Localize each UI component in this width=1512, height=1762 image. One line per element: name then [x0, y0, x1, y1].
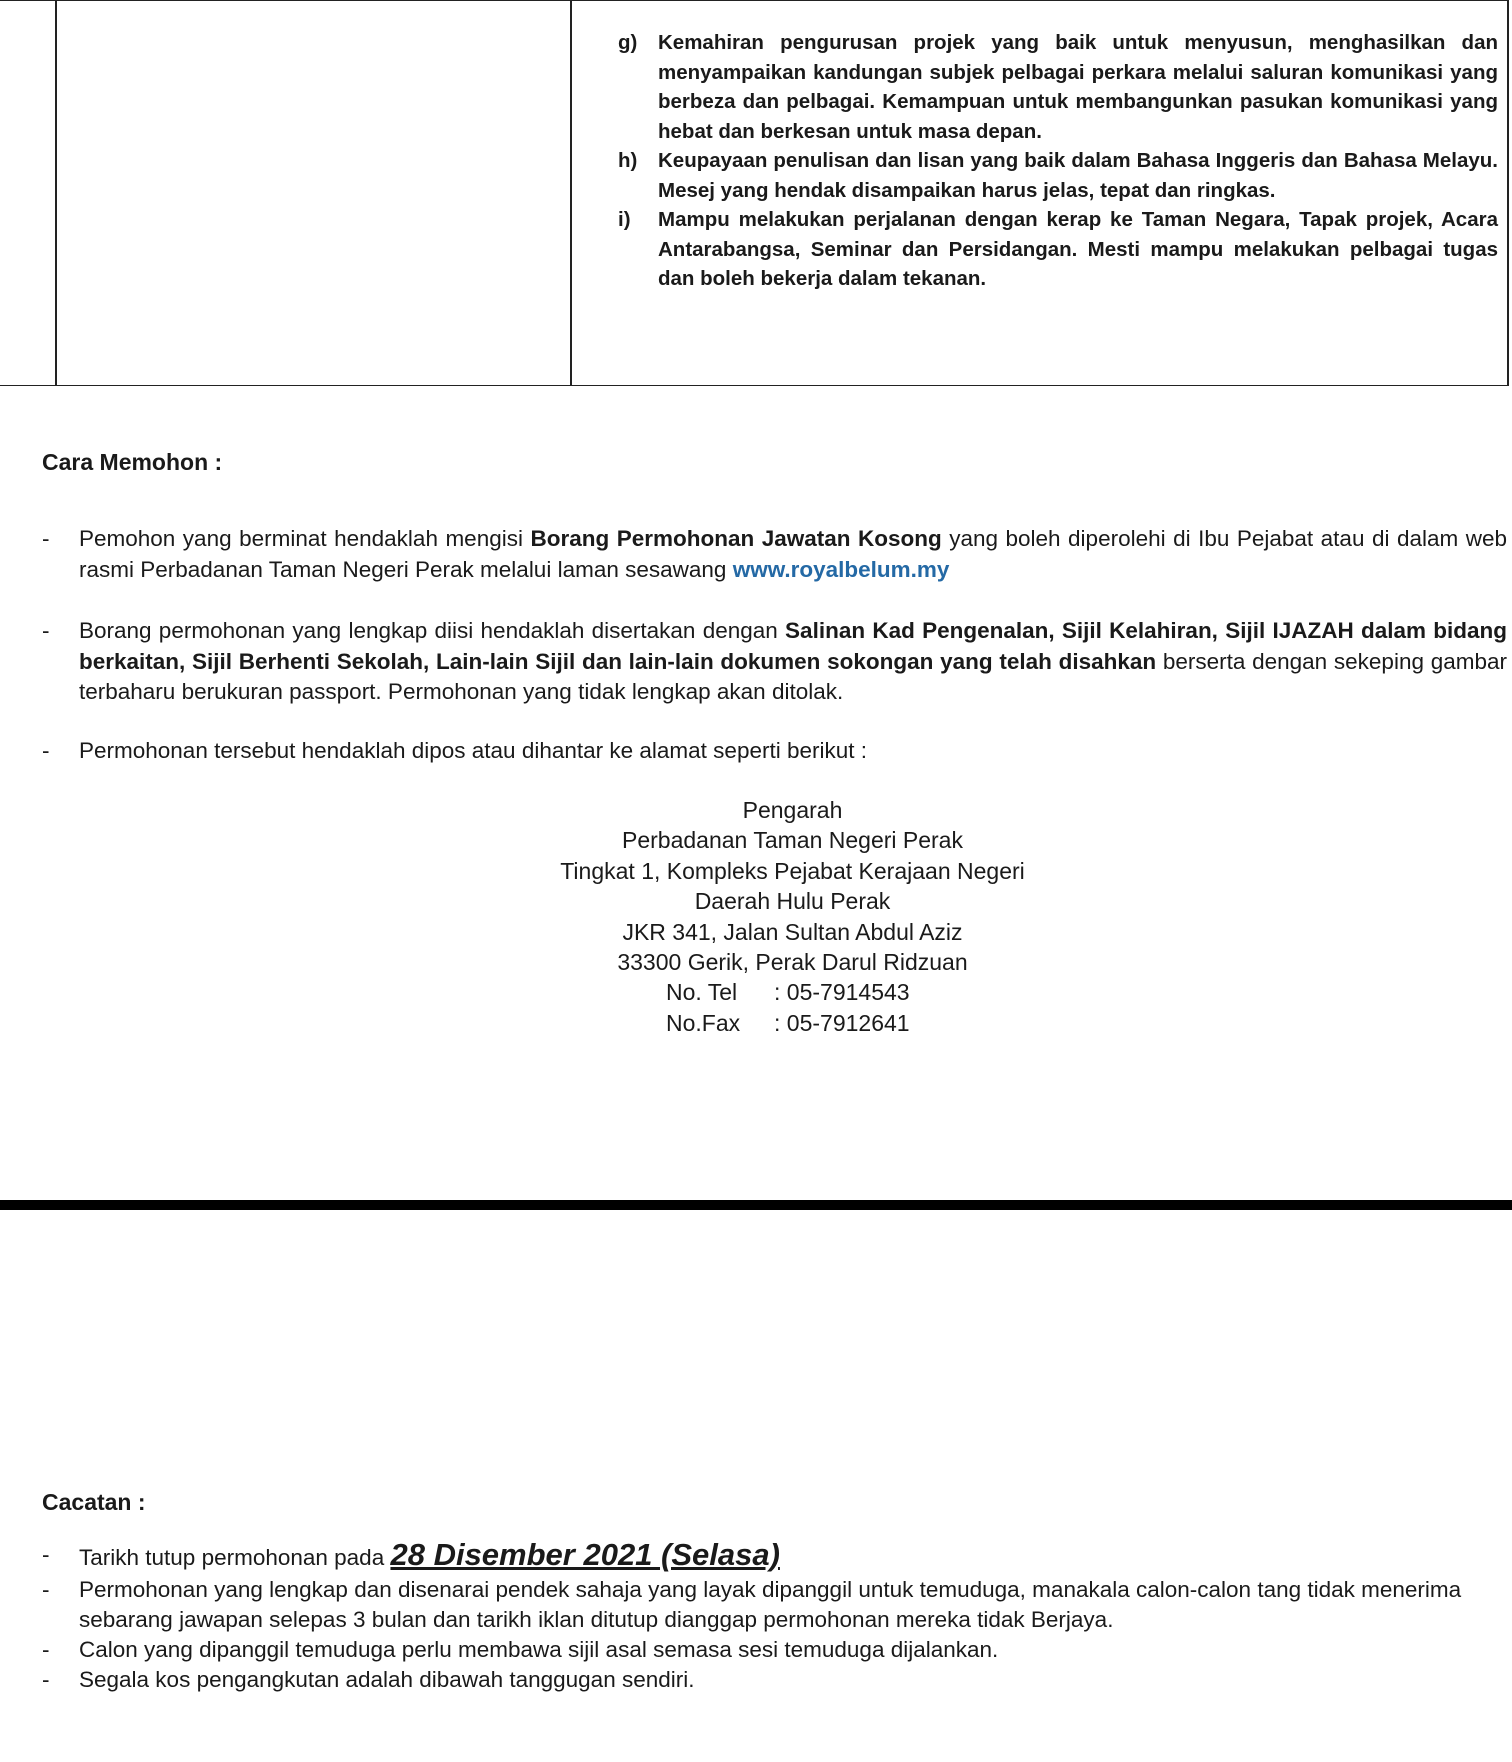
dash-marker: -: [42, 738, 50, 763]
note-item: [42, 1538, 1507, 1575]
dash-marker: -: [42, 1637, 50, 1662]
address-line: Tingkat 1, Kompleks Pejabat Kerajaan Negeri: [560, 857, 1025, 884]
website-link[interactable]: www.royalbelum.my: [732, 556, 950, 582]
application-steps-list: [42, 736, 1507, 767]
address-line: Pengarah: [742, 797, 843, 823]
tel-value: : 05-7914543: [774, 979, 910, 1006]
requirement-item-g: [618, 28, 1498, 146]
note-text: Tarikh tutup permohonan pada: [79, 1545, 391, 1570]
form-name-highlight: Borang Permohonan Jawatan Kosong: [530, 526, 942, 551]
table-column-divider: [570, 0, 572, 386]
closing-date: 28 Disember 2021 (Selasa): [390, 1537, 780, 1572]
section-divider: [0, 1200, 1512, 1210]
note-item: [42, 1575, 1507, 1635]
note-text: Calon yang dipanggil temuduga perlu membawa sijil asal semasa sesi temuduga dijalankan.: [79, 1637, 999, 1662]
dash-marker: -: [42, 1542, 50, 1567]
dash-marker: -: [42, 618, 50, 643]
note-item: [42, 1635, 1507, 1665]
note-item: [42, 1665, 1507, 1695]
application-step: [42, 524, 1507, 585]
step-text: Permohonan tersebut hendaklah dipos atau dihantar ke alamat seperti berikut :: [79, 738, 867, 763]
address-line: JKR 341, Jalan Sultan Abdul Aziz: [622, 918, 963, 945]
item-text: Mampu melakukan perjalanan dengan kerap ke Taman Negara, Tapak projek, Acara Antarabangsa, Seminar dan Persidangan. Mesti mampu melakukan pelbagai tugas dan boleh bekerja dalam tekanan.: [658, 208, 1498, 290]
requirements-list: [618, 28, 1498, 294]
step-text: Pemohon yang berminat hendaklah mengisi: [79, 526, 531, 551]
address-line: Daerah Hulu Perak: [694, 888, 891, 915]
documents-highlight: Salinan Kad Pengenalan, Sijil Kelahiran, Sijil IJAZAH dalam bidang berkaitan, Sijil Berhenti Sekolah, Lain-lain Sijil dan lain-lain dokumen sokongan yang telah disahkan: [79, 618, 1507, 674]
item-marker: i): [618, 208, 631, 231]
application-step: [42, 616, 1507, 708]
address-line: 33300 Gerik, Perak Darul Ridzuan: [617, 949, 968, 976]
note-text: Permohonan yang lengkap dan disenarai pendek sahaja yang layak dipanggil untuk temuduga, manakala calon-calon tang tidak menerima sebarang jawapan selepas 3 bulan dan tarikh iklan ditutup dianggap permohonan mereka tidak Berjaya.: [79, 1577, 1462, 1632]
table-column-divider: [55, 0, 57, 386]
mailing-address: [460, 795, 1125, 1038]
telephone-row: [460, 977, 1125, 1007]
tel-label: No. Tel: [666, 979, 738, 1006]
item-marker: h): [618, 149, 638, 172]
dash-marker: -: [42, 526, 50, 551]
address-line: Perbadanan Taman Negeri Perak: [622, 827, 963, 854]
dash-marker: -: [42, 1577, 50, 1602]
notes-list: [42, 1538, 1507, 1695]
fax-row: [460, 1008, 1125, 1038]
item-text: Keupayaan penulisan dan lisan yang baik dalam Bahasa Inggeris dan Bahasa Melayu. Mesej yang hendak disampaikan harus jelas, tepat dan ringkas.: [658, 149, 1498, 202]
step-text: Borang permohonan yang lengkap diisi hendaklah disertakan dengan: [79, 618, 786, 643]
item-marker: g): [618, 31, 638, 54]
item-text: Kemahiran pengurusan projek yang baik untuk menyusun, menghasilkan dan menyampaikan kandungan subjek pelbagai perkara melalui saluran komunikasi yang berbeza dan pelbagai. Kemampuan untuk membangunkan pasukan komunikasi yang hebat dan berkesan untuk masa depan.: [658, 31, 1498, 143]
step-text: berserta dengan sekeping gambar terbaharu berukuran passport. Permohonan yang tidak lengkap akan ditolak.: [79, 648, 1507, 704]
application-steps-list: [42, 616, 1507, 708]
fax-label: No.Fax: [666, 1009, 741, 1036]
requirement-item-i: [618, 205, 1498, 294]
section-heading-cacatan: Cacatan :: [42, 1489, 146, 1515]
step-text: yang boleh diperolehi di Ibu Pejabat atau di dalam web rasmi Perbadanan Taman Negeri Perak melalui laman sesawang: [79, 526, 1507, 582]
application-step: [42, 736, 1507, 767]
dash-marker: -: [42, 1667, 50, 1692]
note-text: Segala kos pengangkutan adalah dibawah tanggugan sendiri.: [79, 1667, 695, 1692]
fax-value: : 05-7912641: [774, 1009, 910, 1036]
table-right-border: [1507, 0, 1509, 386]
section-heading-cara-memohon: Cara Memohon :: [42, 449, 223, 475]
requirement-item-h: [618, 146, 1498, 205]
application-steps-list: [42, 524, 1507, 585]
